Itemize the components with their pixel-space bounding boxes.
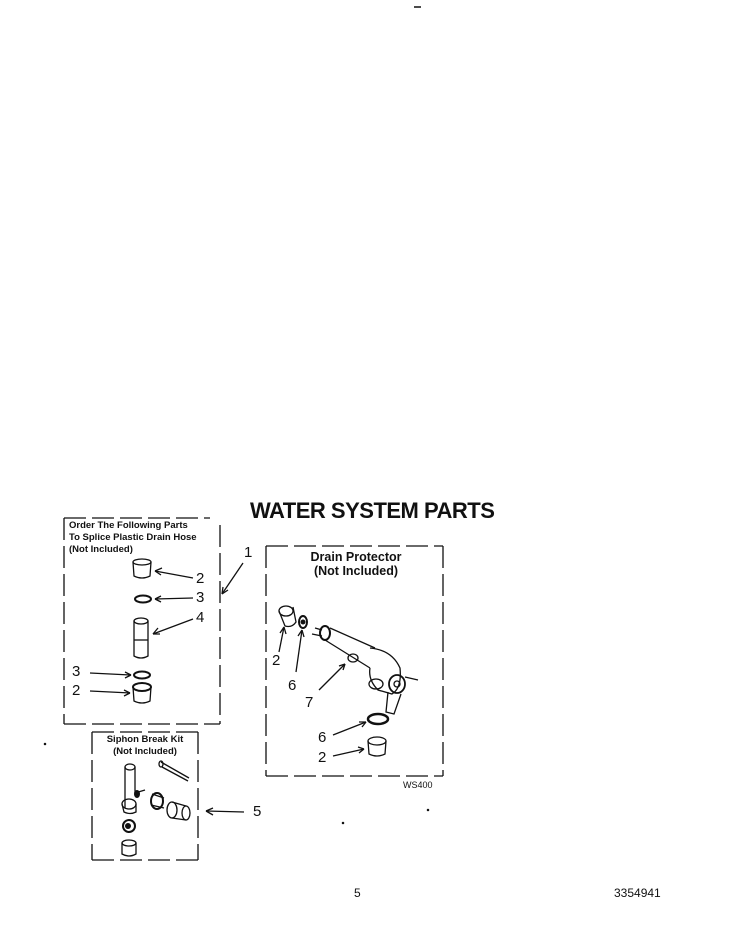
callout-2-lower: 2 [318, 749, 327, 766]
clamp-part-top [135, 596, 151, 603]
drain-coupling-lower [368, 737, 386, 756]
siphon-tube-part [159, 761, 189, 781]
figure-code: WS400 [403, 780, 433, 790]
splice-box-line-2: To Splice Plastic Drain Hose [69, 532, 197, 543]
siphon-cap-part [122, 840, 136, 856]
drain-protector-line-1: Drain Protector [310, 550, 402, 564]
callout-4: 4 [196, 609, 205, 626]
splice-box-line-1: Order The Following Parts [69, 520, 188, 531]
page-number: 5 [354, 886, 361, 900]
callout-2-bottom: 2 [72, 682, 81, 699]
siphon-box-label [97, 734, 193, 758]
callout-2-drain: 2 [272, 652, 281, 669]
page-title: WATER SYSTEM PARTS [250, 498, 495, 523]
drain-protector-body [312, 626, 418, 714]
drain-coupling-part [279, 606, 296, 627]
callout-7: 7 [305, 694, 314, 711]
callout-6-lower: 6 [318, 729, 327, 746]
connector-tube-part [134, 618, 148, 658]
siphon-tee-part [122, 764, 145, 814]
coupling-part-bottom [133, 683, 151, 703]
drain-protector-line-2: (Not Included) [313, 564, 398, 578]
splice-box-line-3: (Not Included) [69, 544, 133, 555]
coupling-part-top [133, 559, 151, 578]
splice-box-label [69, 520, 197, 556]
callout-5: 5 [253, 803, 262, 820]
drain-protector-label [296, 550, 416, 578]
siphon-nut-part [151, 793, 164, 809]
drain-clamp-lower [368, 714, 388, 724]
part-number: 3354941 [614, 886, 661, 900]
callout-3-top: 3 [196, 589, 205, 606]
siphon-box-line-2: (Not Included) [113, 746, 177, 757]
clamp-part-bottom [134, 672, 150, 679]
callout-3-bottom: 3 [72, 663, 81, 680]
callout-6-drain: 6 [288, 677, 297, 694]
siphon-box-line-1: Siphon Break Kit [106, 734, 184, 745]
drain-protector-box-border [266, 546, 443, 776]
callout-2-top: 2 [196, 570, 205, 587]
callout-1: 1 [244, 544, 253, 561]
siphon-valve-part [167, 802, 190, 820]
